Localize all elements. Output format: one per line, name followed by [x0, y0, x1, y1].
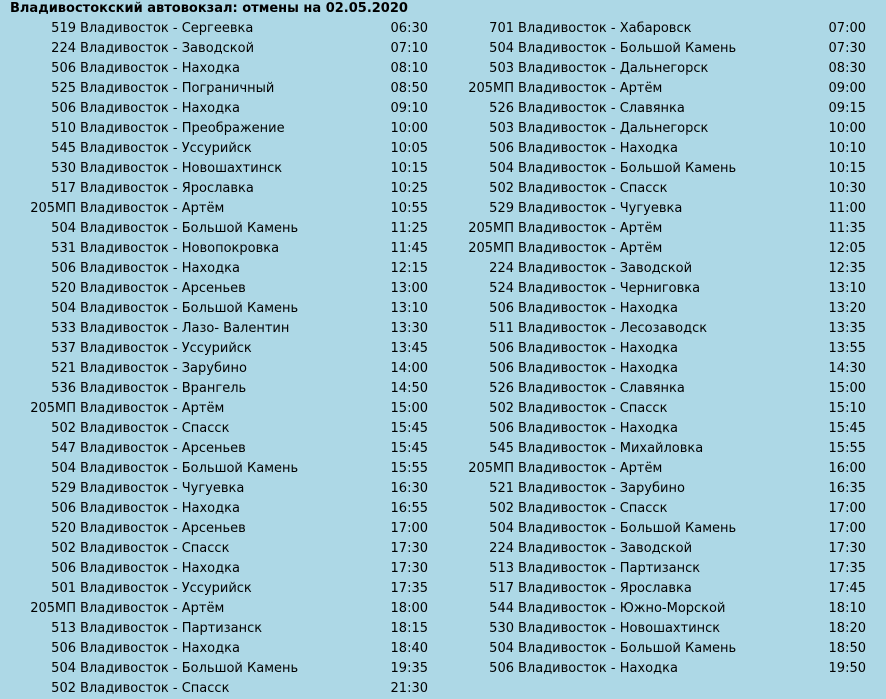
- departure-time: 15:00: [828, 381, 866, 396]
- route-number: 506: [51, 61, 76, 76]
- schedule-row: [446, 459, 866, 479]
- route-name: Владивосток - Зарубино: [518, 481, 685, 496]
- departure-time: 10:30: [828, 181, 866, 196]
- route-name: Владивосток - Находка: [80, 641, 240, 656]
- departure-time: 10:05: [390, 141, 428, 156]
- schedule-row: [8, 599, 428, 619]
- schedule-row: [8, 99, 428, 119]
- schedule-row: [446, 599, 866, 619]
- departure-time: 10:00: [828, 121, 866, 136]
- route-name: Владивосток - Врангель: [80, 381, 247, 396]
- departure-time: 08:10: [390, 61, 428, 76]
- schedule-row: [8, 19, 428, 39]
- route-number: 224: [489, 541, 514, 556]
- route-name: Владивосток - Большой Камень: [518, 521, 737, 536]
- departure-time: 16:00: [828, 461, 866, 476]
- route-name: Владивосток - Чугуевка: [80, 481, 245, 496]
- route-number: 519: [51, 21, 76, 36]
- route-number: 517: [51, 181, 76, 196]
- route-number: 513: [51, 621, 76, 636]
- departure-time: 12:35: [828, 261, 866, 276]
- route-name: Владивосток - Спасск: [80, 681, 230, 696]
- route-name: Владивосток - Уссурийск: [80, 581, 252, 596]
- route-name: Владивосток - Заводской: [80, 41, 255, 56]
- departure-time: 13:10: [828, 281, 866, 296]
- schedule-row: [446, 259, 866, 279]
- departure-time: 17:00: [828, 521, 866, 536]
- departure-time: 10:55: [390, 201, 428, 216]
- route-number: 506: [51, 641, 76, 656]
- route-number: 701: [489, 21, 514, 36]
- route-name: Владивосток - Михайловка: [518, 441, 704, 456]
- route-name: Владивосток - Новошахтинск: [518, 621, 721, 636]
- schedule-row: [8, 319, 428, 339]
- route-name: Владивосток - Находка: [80, 501, 240, 516]
- schedule-row: [446, 479, 866, 499]
- departure-time: 14:00: [390, 361, 428, 376]
- schedule-row: [8, 579, 428, 599]
- route-number: 513: [489, 561, 514, 576]
- schedule-row: [446, 539, 866, 559]
- route-name: Владивосток - Находка: [518, 341, 678, 356]
- schedule-row: [8, 259, 428, 279]
- schedule-row: [446, 379, 866, 399]
- departure-time: 17:30: [390, 541, 428, 556]
- departure-time: 07:00: [828, 21, 866, 36]
- route-name: Владивосток - Спасск: [80, 541, 230, 556]
- departure-time: 17:35: [828, 561, 866, 576]
- route-number: 544: [489, 601, 514, 616]
- route-number: 526: [489, 101, 514, 116]
- schedule-row: [446, 339, 866, 359]
- departure-time: 17:45: [828, 581, 866, 596]
- route-number: 526: [489, 381, 514, 396]
- departure-time: 15:45: [390, 421, 428, 436]
- schedule-row: [8, 619, 428, 639]
- route-name: Владивосток - Артём: [518, 221, 663, 236]
- route-name: Владивосток - Уссурийск: [80, 341, 252, 356]
- route-number: 205МП: [468, 241, 514, 256]
- schedule-row: [8, 159, 428, 179]
- schedule-row: [446, 559, 866, 579]
- departure-time: 15:45: [828, 421, 866, 436]
- route-name: Владивосток - Находка: [80, 261, 240, 276]
- route-number: 503: [489, 121, 514, 136]
- schedule-row: [8, 339, 428, 359]
- schedule-row: [446, 619, 866, 639]
- departure-time: 16:55: [390, 501, 428, 516]
- schedule-row: [446, 19, 866, 39]
- schedule-row: [446, 199, 866, 219]
- route-number: 533: [51, 321, 76, 336]
- route-number: 205МП: [30, 201, 76, 216]
- departure-time: 11:45: [390, 241, 428, 256]
- route-number: 506: [51, 101, 76, 116]
- departure-time: 07:30: [828, 41, 866, 56]
- schedule-row: [8, 519, 428, 539]
- route-number: 502: [489, 401, 514, 416]
- route-number: 504: [489, 161, 514, 176]
- route-name: Владивосток - Арсеньев: [80, 521, 246, 536]
- schedule-row: [446, 79, 866, 99]
- route-name: Владивосток - Большой Камень: [80, 461, 299, 476]
- route-name: Владивосток - Зарубино: [80, 361, 247, 376]
- departure-time: 16:35: [828, 481, 866, 496]
- schedule-row: [446, 279, 866, 299]
- route-number: 530: [489, 621, 514, 636]
- route-name: Владивосток - Артём: [80, 601, 225, 616]
- schedule-row: [8, 459, 428, 479]
- route-name: Владивосток - Заводской: [518, 541, 693, 556]
- route-number: 529: [51, 481, 76, 496]
- schedule-row: [446, 159, 866, 179]
- route-name: Владивосток - Большой Камень: [80, 221, 299, 236]
- route-number: 502: [51, 421, 76, 436]
- schedule-column-left: [8, 19, 428, 699]
- departure-time: 17:30: [828, 541, 866, 556]
- departure-time: 18:50: [828, 641, 866, 656]
- route-number: 529: [489, 201, 514, 216]
- schedule-row: [8, 679, 428, 699]
- schedule-row: [446, 359, 866, 379]
- departure-time: 13:55: [828, 341, 866, 356]
- route-name: Владивосток - Лазо- Валентин: [80, 321, 290, 336]
- schedule-row: [8, 419, 428, 439]
- route-number: 224: [489, 261, 514, 276]
- route-name: Владивосток - Находка: [518, 301, 678, 316]
- departure-time: 14:50: [390, 381, 428, 396]
- departure-time: 13:10: [390, 301, 428, 316]
- departure-time: 10:10: [828, 141, 866, 156]
- departure-time: 18:20: [828, 621, 866, 636]
- departure-time: 13:45: [390, 341, 428, 356]
- departure-time: 18:40: [390, 641, 428, 656]
- departure-time: 10:15: [390, 161, 428, 176]
- departure-time: 11:35: [828, 221, 866, 236]
- route-name: Владивосток - Лесозаводск: [518, 321, 708, 336]
- schedule-row: [8, 219, 428, 239]
- schedule-row: [8, 439, 428, 459]
- route-name: Владивосток - Находка: [80, 561, 240, 576]
- route-number: 503: [489, 61, 514, 76]
- departure-time: 11:00: [828, 201, 866, 216]
- schedule-row: [446, 39, 866, 59]
- route-name: Владивосток - Большой Камень: [518, 41, 737, 56]
- schedule-row: [8, 79, 428, 99]
- route-number: 547: [51, 441, 76, 456]
- schedule-row: [8, 239, 428, 259]
- route-number: 506: [489, 341, 514, 356]
- departure-time: 13:20: [828, 301, 866, 316]
- departure-time: 19:35: [390, 661, 428, 676]
- route-name: Владивосток - Славянка: [518, 101, 685, 116]
- route-name: Владивосток - Спасск: [518, 181, 668, 196]
- schedule-row: [446, 179, 866, 199]
- route-name: Владивосток - Хабаровск: [518, 21, 692, 36]
- route-number: 205МП: [468, 81, 514, 96]
- schedule-row: [446, 139, 866, 159]
- route-name: Владивосток - Новошахтинск: [80, 161, 283, 176]
- schedule-row: [8, 359, 428, 379]
- route-number: 506: [489, 421, 514, 436]
- schedule-row: [446, 519, 866, 539]
- route-name: Владивосток - Славянка: [518, 381, 685, 396]
- route-name: Владивосток - Заводской: [518, 261, 693, 276]
- route-name: Владивосток - Артём: [80, 201, 225, 216]
- schedule-row: [8, 59, 428, 79]
- route-number: 224: [51, 41, 76, 56]
- route-number: 504: [489, 41, 514, 56]
- route-number: 502: [51, 541, 76, 556]
- route-name: Владивосток - Ярославка: [518, 581, 692, 596]
- route-name: Владивосток - Находка: [518, 661, 678, 676]
- route-number: 524: [489, 281, 514, 296]
- route-name: Владивосток - Спасск: [518, 501, 668, 516]
- route-name: Владивосток - Находка: [80, 101, 240, 116]
- schedule-row: [8, 139, 428, 159]
- route-name: Владивосток - Большой Камень: [80, 301, 299, 316]
- departure-time: 17:00: [390, 521, 428, 536]
- route-name: Владивосток - Черниговка: [518, 281, 701, 296]
- route-number: 504: [51, 301, 76, 316]
- departure-time: 07:10: [390, 41, 428, 56]
- schedule-row: [8, 399, 428, 419]
- schedule-row: [446, 659, 866, 679]
- route-name: Владивосток - Находка: [518, 421, 678, 436]
- schedule-row: [8, 119, 428, 139]
- schedule-row: [446, 499, 866, 519]
- departure-time: 06:30: [390, 21, 428, 36]
- departure-time: 21:30: [390, 681, 428, 696]
- page-title: Владивостокский автовокзал: отмены на 02.05.2020: [10, 1, 408, 16]
- route-number: 205МП: [468, 461, 514, 476]
- route-name: Владивосток - Большой Камень: [80, 661, 299, 676]
- route-number: 506: [489, 361, 514, 376]
- route-number: 530: [51, 161, 76, 176]
- route-number: 506: [51, 261, 76, 276]
- schedule-row: [8, 279, 428, 299]
- schedule-row: [8, 39, 428, 59]
- departure-time: 09:10: [390, 101, 428, 116]
- departure-time: 09:00: [828, 81, 866, 96]
- schedule-row: [446, 59, 866, 79]
- route-name: Владивосток - Уссурийск: [80, 141, 252, 156]
- schedule-row: [446, 319, 866, 339]
- route-name: Владивосток - Пограничный: [80, 81, 275, 96]
- departure-time: 15:00: [390, 401, 428, 416]
- departure-time: 12:05: [828, 241, 866, 256]
- route-name: Владивосток - Большой Камень: [518, 161, 737, 176]
- route-number: 205МП: [30, 401, 76, 416]
- route-name: Владивосток - Артём: [518, 461, 663, 476]
- departure-time: 15:55: [828, 441, 866, 456]
- route-number: 521: [489, 481, 514, 496]
- route-name: Владивосток - Южно-Морской: [518, 601, 726, 616]
- schedule-row: [446, 399, 866, 419]
- route-name: Владивосток - Преображение: [80, 121, 285, 136]
- route-name: Владивосток - Спасск: [80, 421, 230, 436]
- route-number: 504: [489, 641, 514, 656]
- schedule-row: [446, 639, 866, 659]
- schedule-row: [8, 179, 428, 199]
- departure-time: 17:00: [828, 501, 866, 516]
- departure-time: 17:30: [390, 561, 428, 576]
- route-number: 504: [489, 521, 514, 536]
- route-number: 506: [489, 141, 514, 156]
- schedule-row: [446, 579, 866, 599]
- schedule-row: [8, 479, 428, 499]
- route-name: Владивосток - Спасск: [518, 401, 668, 416]
- departure-time: 10:15: [828, 161, 866, 176]
- route-number: 501: [51, 581, 76, 596]
- route-number: 521: [51, 361, 76, 376]
- schedule-row: [446, 239, 866, 259]
- schedule-row: [446, 299, 866, 319]
- schedule-row: [8, 559, 428, 579]
- route-number: 504: [51, 461, 76, 476]
- route-number: 545: [489, 441, 514, 456]
- route-name: Владивосток - Ярославка: [80, 181, 254, 196]
- schedule-row: [446, 99, 866, 119]
- schedule-row: [446, 119, 866, 139]
- departure-time: 16:30: [390, 481, 428, 496]
- route-number: 536: [51, 381, 76, 396]
- departure-time: 15:55: [390, 461, 428, 476]
- route-number: 506: [51, 501, 76, 516]
- route-number: 537: [51, 341, 76, 356]
- departure-time: 10:25: [390, 181, 428, 196]
- route-number: 520: [51, 281, 76, 296]
- departure-time: 18:15: [390, 621, 428, 636]
- departure-time: 18:10: [828, 601, 866, 616]
- departure-time: 12:15: [390, 261, 428, 276]
- route-number: 531: [51, 241, 76, 256]
- route-number: 520: [51, 521, 76, 536]
- route-name: Владивосток - Дальнегорск: [518, 61, 709, 76]
- departure-time: 18:00: [390, 601, 428, 616]
- route-name: Владивосток - Сергеевка: [80, 21, 254, 36]
- schedule-row: [8, 659, 428, 679]
- route-name: Владивосток - Партизанск: [80, 621, 263, 636]
- departure-time: 11:25: [390, 221, 428, 236]
- schedule-row: [8, 379, 428, 399]
- route-name: Владивосток - Новопокровка: [80, 241, 280, 256]
- route-number: 205МП: [468, 221, 514, 236]
- departure-time: 09:15: [828, 101, 866, 116]
- route-number: 545: [51, 141, 76, 156]
- route-name: Владивосток - Находка: [80, 61, 240, 76]
- route-name: Владивосток - Находка: [518, 141, 678, 156]
- route-name: Владивосток - Арсеньев: [80, 281, 246, 296]
- route-name: Владивосток - Артём: [518, 241, 663, 256]
- route-number: 502: [489, 181, 514, 196]
- route-number: 506: [489, 301, 514, 316]
- departure-time: 08:50: [390, 81, 428, 96]
- route-number: 517: [489, 581, 514, 596]
- departure-time: 15:45: [390, 441, 428, 456]
- route-name: Владивосток - Находка: [518, 361, 678, 376]
- departure-time: 15:10: [828, 401, 866, 416]
- departure-time: 14:30: [828, 361, 866, 376]
- route-name: Владивосток - Артём: [80, 401, 225, 416]
- schedule-row: [8, 499, 428, 519]
- route-number: 205МП: [30, 601, 76, 616]
- route-number: 506: [489, 661, 514, 676]
- route-name: Владивосток - Артём: [518, 81, 663, 96]
- departure-time: 13:00: [390, 281, 428, 296]
- schedule-row: [446, 419, 866, 439]
- route-number: 511: [489, 321, 514, 336]
- schedule-row: [8, 639, 428, 659]
- departure-time: 19:50: [828, 661, 866, 676]
- schedule-row: [8, 539, 428, 559]
- departure-time: 08:30: [828, 61, 866, 76]
- departure-time: 13:35: [828, 321, 866, 336]
- route-number: 510: [51, 121, 76, 136]
- schedule-row: [446, 439, 866, 459]
- route-number: 504: [51, 661, 76, 676]
- route-number: 525: [51, 81, 76, 96]
- schedule-row: [446, 219, 866, 239]
- route-number: 502: [51, 681, 76, 696]
- route-number: 502: [489, 501, 514, 516]
- route-name: Владивосток - Большой Камень: [518, 641, 737, 656]
- departure-time: 17:35: [390, 581, 428, 596]
- schedule-row: [8, 299, 428, 319]
- route-name: Владивосток - Партизанск: [518, 561, 701, 576]
- route-number: 506: [51, 561, 76, 576]
- route-name: Владивосток - Арсеньев: [80, 441, 246, 456]
- departure-time: 10:00: [390, 121, 428, 136]
- schedule-column-right: [446, 19, 866, 679]
- route-number: 504: [51, 221, 76, 236]
- route-name: Владивосток - Чугуевка: [518, 201, 683, 216]
- schedule-row: [8, 199, 428, 219]
- route-name: Владивосток - Дальнегорск: [518, 121, 709, 136]
- departure-time: 13:30: [390, 321, 428, 336]
